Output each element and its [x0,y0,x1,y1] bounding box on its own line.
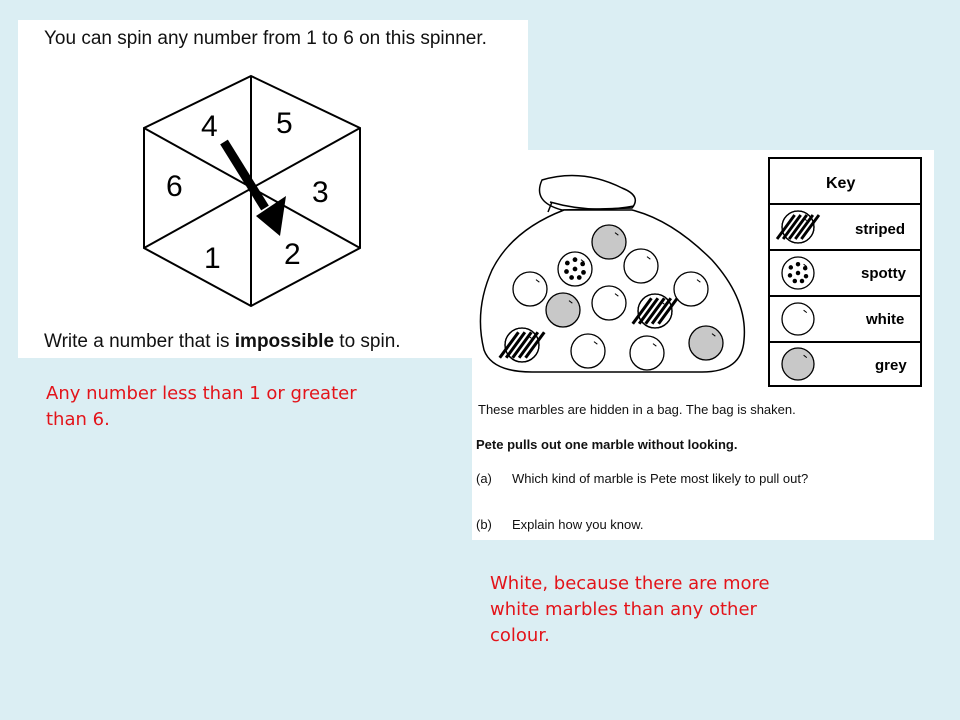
marble-text-line-1: These marbles are hidden in a bag. The bag is shaken. [478,402,796,417]
marbles-answer-line-2: white marbles than any other [490,599,757,620]
spinner-answer-line-1: Any number less than 1 or greater [46,383,357,404]
spinner-question-image [18,20,528,358]
part-a-label: (a) [476,471,492,486]
prompt-part-1: Write a number that is [44,331,235,352]
part-a-text: Which kind of marble is Pete most likely to pull out? [512,471,809,486]
spinner-number-5: 5 [276,107,293,140]
marble-grey [546,293,580,327]
spinner-number-6: 6 [166,170,183,203]
spinner-answer [46,381,357,433]
key-swatch-white [782,303,814,335]
part-b-text: Explain how you know. [512,517,644,532]
spinner-number-1: 1 [204,242,221,275]
key-label-striped: striped [855,221,906,238]
marble-white [630,336,664,370]
spinner-number-3: 3 [312,176,329,209]
hexagon-spinner [18,20,528,358]
marble-white [571,334,605,368]
key-label-white: white [866,311,905,328]
spinner-prompt-text [44,331,401,353]
marble-grey [689,326,723,360]
spinner-intro-text: You can spin any number from 1 to 6 on this spinner. [44,28,487,49]
key-label-grey: grey [875,357,907,374]
marbles-answer-line-1: White, because there are more [490,573,770,594]
marble-white [674,272,708,306]
key-label-spotty: spotty [861,265,906,282]
marble-grey [592,225,626,259]
marble-spotty [558,252,592,286]
marbles-answer-line-3: colour. [490,625,550,646]
prompt-part-2: to spin. [334,331,401,352]
spinner-number-2: 2 [284,238,301,271]
marble-white [513,272,547,306]
part-b-label: (b) [476,517,492,532]
key-title: Key [826,175,856,192]
marble-text-line-2: Pete pulls out one marble without looking. [476,437,738,452]
spinner-number-4: 4 [201,110,218,143]
marbles-answer [490,571,770,649]
key-swatch-spotty [782,257,814,289]
marble-white [592,286,626,320]
bag-top [540,176,636,211]
marbles-question-image [472,150,934,540]
key-swatch-grey [782,348,814,380]
spinner-answer-line-2: than 6. [46,409,110,430]
marble-white [624,249,658,283]
prompt-bold-word: impossible [234,331,335,352]
